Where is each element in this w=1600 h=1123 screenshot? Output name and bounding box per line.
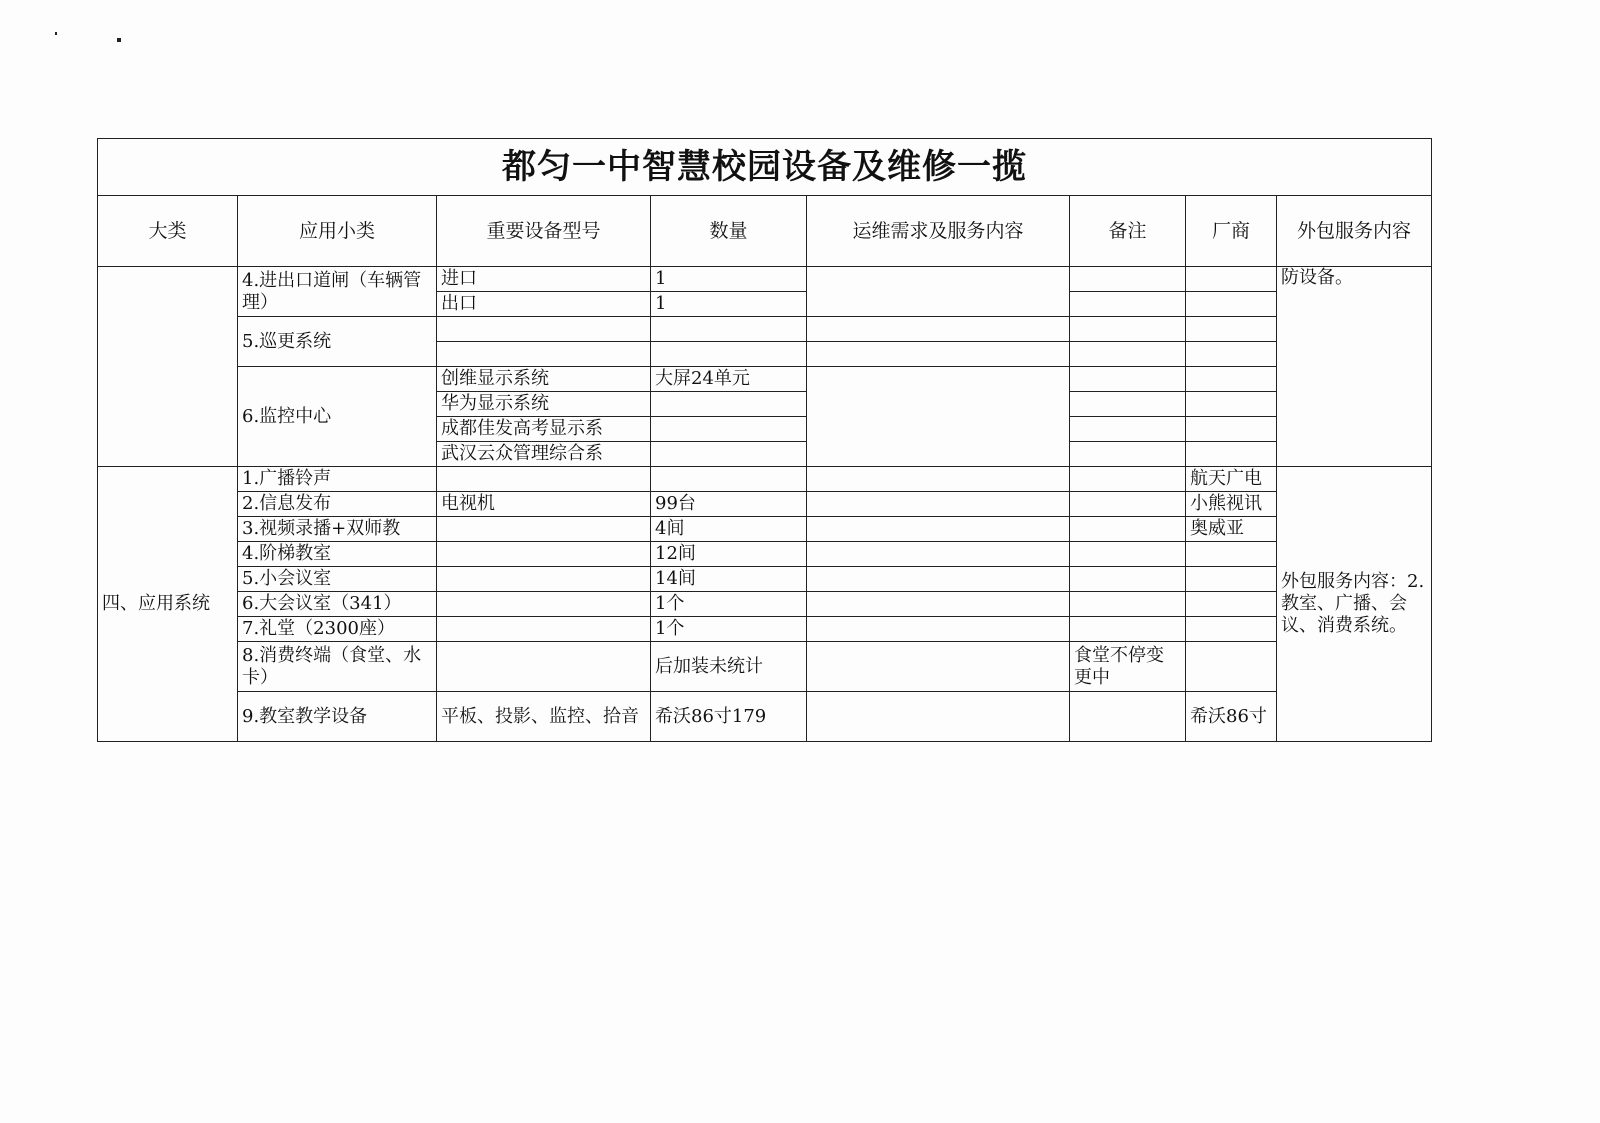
vendor-cell: [1186, 267, 1277, 292]
subcategory-cell: 1.广播铃声: [238, 467, 437, 492]
quantity-cell: 1: [651, 292, 807, 317]
vendor-cell: 希沃86寸: [1186, 692, 1277, 742]
quantity-cell: 希沃86寸179: [651, 692, 807, 742]
equipment-table: [97, 138, 1432, 742]
scan-speck: [117, 38, 121, 42]
table-row: [98, 617, 1432, 642]
remarks-cell: [1070, 342, 1186, 367]
maintenance-cell: [807, 567, 1070, 592]
subcategory-cell: 7.礼堂（2300座）: [238, 617, 437, 642]
subcategory-cell: 2.信息发布: [238, 492, 437, 517]
model-cell: 电视机: [437, 492, 651, 517]
header-remarks: 备注: [1070, 196, 1186, 267]
remarks-cell: [1070, 417, 1186, 442]
model-cell: 平板、投影、监控、拾音: [437, 692, 651, 742]
remarks-cell: [1070, 492, 1186, 517]
quantity-cell: 99台: [651, 492, 807, 517]
table-row: [98, 542, 1432, 567]
quantity-cell: 4间: [651, 517, 807, 542]
table-row: [98, 642, 1432, 692]
subcategory-cell: 4.阶梯教室: [238, 542, 437, 567]
maintenance-cell: [807, 467, 1070, 492]
outsource-cell: 外包服务内容：2.教室、广播、会议、消费系统。: [1277, 467, 1432, 742]
remarks-cell: [1070, 467, 1186, 492]
model-cell: 出口: [437, 292, 651, 317]
model-cell: 进口: [437, 267, 651, 292]
model-cell: [437, 517, 651, 542]
table-row: [98, 367, 1432, 392]
remarks-cell: [1070, 392, 1186, 417]
subcategory-cell: 3.视频录播+双师教: [238, 517, 437, 542]
header-quantity: 数量: [651, 196, 807, 267]
subcategory-cell: 5.小会议室: [238, 567, 437, 592]
quantity-cell: 大屏24单元: [651, 367, 807, 392]
model-cell: [437, 642, 651, 692]
remarks-cell: [1070, 267, 1186, 292]
subcategory-cell: 6.监控中心: [238, 367, 437, 467]
vendor-cell: [1186, 567, 1277, 592]
table-row: [98, 317, 1432, 342]
quantity-cell: 1个: [651, 592, 807, 617]
remarks-cell: [1070, 292, 1186, 317]
table-row: [98, 692, 1432, 742]
table-row: [98, 517, 1432, 542]
vendor-cell: 小熊视讯: [1186, 492, 1277, 517]
maintenance-cell: [807, 692, 1070, 742]
remarks-cell: [1070, 617, 1186, 642]
maintenance-cell: [807, 542, 1070, 567]
quantity-cell: [651, 417, 807, 442]
remarks-cell: [1070, 442, 1186, 467]
model-cell: [437, 617, 651, 642]
header-subcategory: 应用小类: [238, 196, 437, 267]
subcategory-cell: 5.巡更系统: [238, 317, 437, 367]
model-cell: 武汉云众管理综合系: [437, 442, 651, 467]
maintenance-cell: [807, 367, 1070, 467]
model-cell: 创维显示系统: [437, 367, 651, 392]
header-model: 重要设备型号: [437, 196, 651, 267]
table-row: [98, 267, 1432, 292]
remarks-cell: [1070, 517, 1186, 542]
model-cell: [437, 342, 651, 367]
table-row: [98, 492, 1432, 517]
subcategory-cell: 9.教室教学设备: [238, 692, 437, 742]
quantity-cell: 14间: [651, 567, 807, 592]
model-cell: [437, 317, 651, 342]
vendor-cell: [1186, 642, 1277, 692]
quantity-cell: [651, 342, 807, 367]
header-category: 大类: [98, 196, 238, 267]
vendor-cell: 奥威亚: [1186, 517, 1277, 542]
maintenance-cell: [807, 317, 1070, 342]
quantity-cell: 1: [651, 267, 807, 292]
vendor-cell: [1186, 417, 1277, 442]
vendor-cell: [1186, 317, 1277, 342]
subcategory-cell: 8.消费终端（食堂、水卡）: [238, 642, 437, 692]
maintenance-cell: [807, 617, 1070, 642]
quantity-cell: 后加装未统计: [651, 642, 807, 692]
category-cell: 四、应用系统: [98, 467, 238, 742]
model-cell: [437, 567, 651, 592]
maintenance-cell: [807, 642, 1070, 692]
vendor-cell: [1186, 542, 1277, 567]
maintenance-cell: [807, 592, 1070, 617]
maintenance-cell: [807, 492, 1070, 517]
header-maintenance: 运维需求及服务内容: [807, 196, 1070, 267]
scan-speck: [55, 32, 57, 35]
maintenance-cell: [807, 342, 1070, 367]
category-cell-empty: [98, 267, 238, 467]
vendor-cell: [1186, 367, 1277, 392]
remarks-cell: [1070, 567, 1186, 592]
table-row: [98, 567, 1432, 592]
remarks-cell: [1070, 542, 1186, 567]
header-outsource: 外包服务内容: [1277, 196, 1432, 267]
maintenance-cell: [807, 267, 1070, 317]
table-row: [98, 467, 1432, 492]
quantity-cell: [651, 317, 807, 342]
vendor-cell: [1186, 342, 1277, 367]
quantity-cell: 1个: [651, 617, 807, 642]
remarks-cell: [1070, 692, 1186, 742]
vendor-cell: [1186, 392, 1277, 417]
header-vendor: 厂商: [1186, 196, 1277, 267]
page-title: 都匀一中智慧校园设备及维修一揽: [98, 139, 1432, 196]
remarks-cell: [1070, 367, 1186, 392]
outsource-cell: 防设备。: [1277, 267, 1432, 467]
table-row: [98, 592, 1432, 617]
quantity-cell: [651, 442, 807, 467]
remarks-cell: [1070, 317, 1186, 342]
remarks-cell: 食堂不停变更中: [1070, 642, 1186, 692]
vendor-cell: 航天广电: [1186, 467, 1277, 492]
header-row: [98, 196, 1432, 267]
subcategory-cell: 6.大会议室（341）: [238, 592, 437, 617]
vendor-cell: [1186, 442, 1277, 467]
quantity-cell: [651, 392, 807, 417]
model-cell: [437, 467, 651, 492]
vendor-cell: [1186, 592, 1277, 617]
model-cell: [437, 542, 651, 567]
model-cell: [437, 592, 651, 617]
subcategory-cell: 4.进出口道闸（车辆管理）: [238, 267, 437, 317]
model-cell: 成都佳发高考显示系: [437, 417, 651, 442]
vendor-cell: [1186, 617, 1277, 642]
remarks-cell: [1070, 592, 1186, 617]
vendor-cell: [1186, 292, 1277, 317]
maintenance-cell: [807, 517, 1070, 542]
quantity-cell: [651, 467, 807, 492]
model-cell: 华为显示系统: [437, 392, 651, 417]
quantity-cell: 12间: [651, 542, 807, 567]
